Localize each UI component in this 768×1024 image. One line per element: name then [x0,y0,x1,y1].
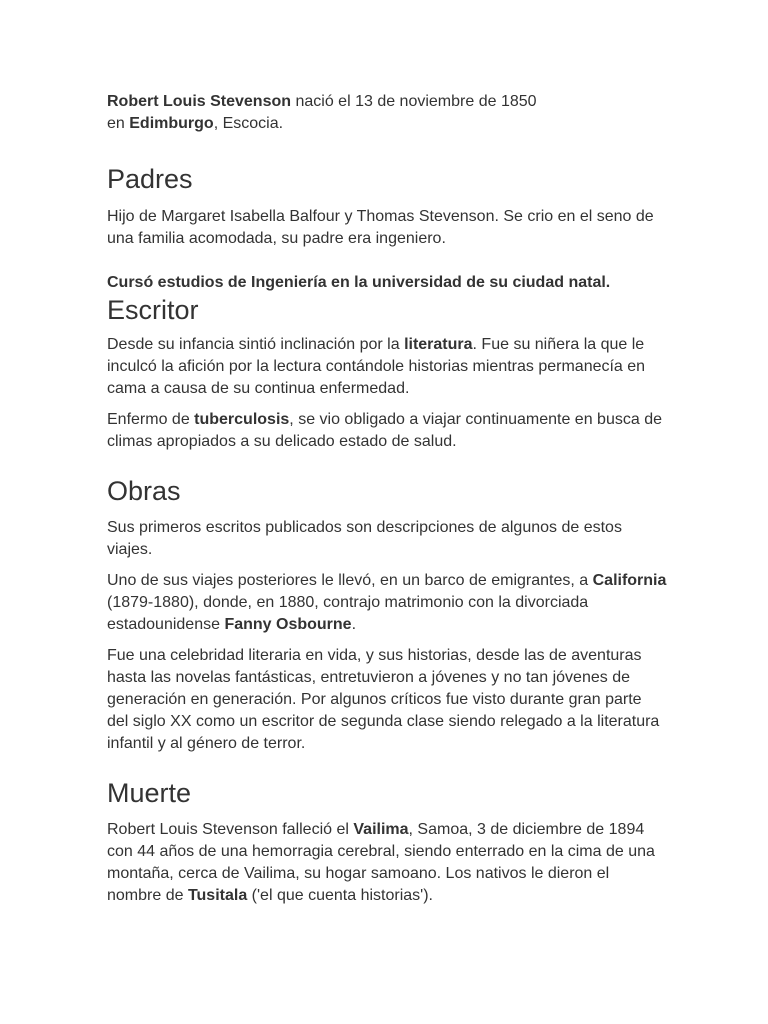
intro-text-3: , Escocia. [213,115,284,132]
obras-p2-bold-1: California [592,572,667,589]
escritor-paragraph-1 [107,334,667,400]
muerte-text-a: Robert Louis Stevenson falleció el [107,821,354,838]
obras-paragraph-1: Sus primeros escritos publicados son descripciones de algunos de estos viajes. [107,519,622,558]
padres-paragraph-2: Cursó estudios de Ingeniería en la universidad de su ciudad natal. [107,274,611,291]
heading-padres: Padres [107,164,193,194]
escritor-p2-bold: tuberculosis [194,411,290,428]
escritor-p1-text-a: Desde su infancia sintió inclinación por la [107,336,405,353]
obras-p2-text-b: (1879-1880), donde, en 1880, contrajo matrimonio con la divorciada estadounidense [107,594,589,633]
muerte-bold-2: Tusitala [187,887,248,904]
heading-muerte: Muerte [107,778,192,808]
obras-p2-text-c: . [351,616,357,633]
intro-name: Robert Louis Stevenson [107,93,292,110]
muerte-bold-1: Vailima [353,821,409,838]
obras-paragraph-3: Fue una celebridad literaria en vida, y sus historias, desde las de aventuras hasta las novelas fantásticas, entretuvieron a jóvenes y no tan jóvenes de generación en generación. Por algunos críticos fue visto durante gran parte del siglo XX como un escritor de segunda clase siendo relegado a la literatura infantil y al género de terror. [107,647,660,752]
padres-paragraph-1: Hijo de Margaret Isabella Balfour y Thomas Stevenson. Se crio en el seno de una familia acomodada, su padre era ingeniero. [107,208,654,247]
obras-p2-text-a: Uno de sus viajes posteriores le llevó, en un barco de emigrantes, a [107,572,593,589]
obras-p2-bold-2: Fanny Osbourne [224,616,352,633]
escritor-p1-text-b: . Fue su niñera la que le inculcó la afición por la lectura contándole historias mientras permanecía en cama a causa de su continua enfermedad. [107,336,646,397]
heading-escritor: Escritor [107,295,199,325]
escritor-p2-text-a: Enfermo de [107,411,195,428]
intro-text-2: en [107,115,130,132]
document-body [107,91,667,907]
intro-city: Edimburgo [129,115,214,132]
muerte-text-c: ('el que cuenta historias'). [247,887,433,904]
intro-paragraph [107,91,667,135]
escritor-paragraph-2 [107,409,667,453]
intro-text-1: nació el 13 de noviembre de 1850 [291,93,537,110]
escritor-p1-bold: literatura [404,336,473,353]
muerte-paragraph [107,819,667,907]
obras-paragraph-2 [107,570,667,636]
heading-obras: Obras [107,476,181,506]
muerte-text-b: , Samoa, 3 de diciembre de 1894 con 44 años de una hemorragia cerebral, siendo enterrado en la cima de una montaña, cerca de Vailima, su hogar samoano. Los nativos le dieron el nombre de [107,821,655,904]
escritor-p2-text-b: , se vio obligado a viajar continuamente en busca de climas apropiados a su delicado estado de salud. [107,411,662,450]
